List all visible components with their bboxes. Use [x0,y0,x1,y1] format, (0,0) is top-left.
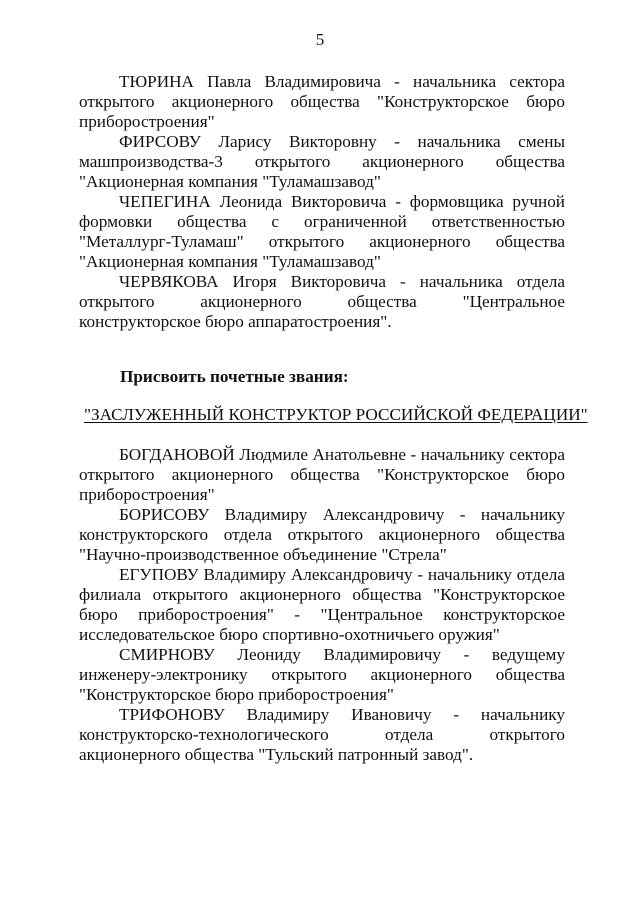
award-list-bottom [79,445,565,765]
award-entry: ТРИФОНОВУ Владимиру Ивановичу - начальнику конструкторско-технологического отдела открытого акционерного общества "Тульский патронный завод". [79,705,565,764]
award-entry: БОГДАНОВОЙ Людмиле Анатольевне - начальнику сектора открытого акционерного общества "Конструкторское бюро приборостроения" [79,445,565,504]
section-heading: Присвоить почетные звания: [120,367,349,386]
award-entry: ФИРСОВУ Ларису Викторовну - начальника смены машпроизводства-3 открытого акционерного общества "Акционерная компания "Туламашзавод" [79,132,565,191]
honorary-title: "ЗАСЛУЖЕННЫЙ КОНСТРУКТОР РОССИЙСКОЙ ФЕДЕРАЦИИ" [84,405,588,424]
award-entry: ЧЕПЕГИНА Леонида Викторовича - формовщика ручной формовки общества с ограниченной ответственностью "Металлург-Туламаш" открытого акционерного общества "Акционерная компания "Туламашзавод" [79,192,565,271]
award-entry: ТЮРИНА Павла Владимировича - начальника сектора открытого акционерного общества "Конструкторское бюро приборостроения" [79,72,565,131]
award-entry: ЧЕРВЯКОВА Игоря Викторовича - начальника отдела открытого акционерного общества "Центральное конструкторское бюро аппаратостроения". [79,272,565,331]
award-entry: СМИРНОВУ Леониду Владимировичу - ведущему инженеру-электронику открытого акционерного общества "Конструкторское бюро приборостроения" [79,645,565,704]
award-list-top [79,72,565,332]
award-entry: ЕГУПОВУ Владимиру Александровичу - начальнику отдела филиала открытого акционерного общества "Конструкторское бюро приборостроения" - "Центральное конструкторское исследовательское бюро спортивно-охотничьего оружия" [79,565,565,644]
award-entry: БОРИСОВУ Владимиру Александровичу - начальнику конструкторского отдела открытого акционерного общества "Научно-производственное объединение "Стрела" [79,505,565,564]
page-number: 5 [315,30,325,49]
